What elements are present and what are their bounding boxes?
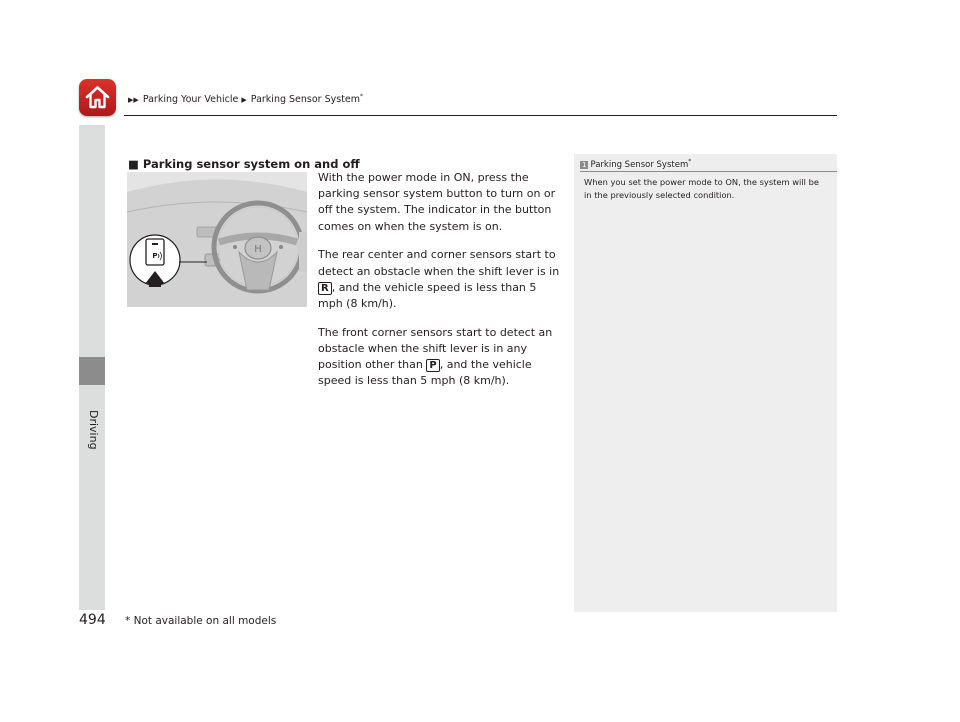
home-icon: [84, 84, 111, 111]
section-title-text: Parking sensor system on and off: [142, 157, 360, 171]
home-button[interactable]: [79, 79, 116, 116]
shift-r-key-icon: R: [318, 282, 332, 295]
breadcrumb-arrow-icon: ▶▶: [128, 96, 139, 105]
svg-text:P: P: [152, 252, 158, 260]
asterisk-mark: *: [360, 93, 364, 100]
svg-text:H: H: [254, 244, 262, 255]
footnote: * Not available on all models: [125, 615, 277, 627]
note-title[interactable]: Parking Sensor System: [590, 159, 689, 170]
side-tab-bar-active: [79, 357, 105, 385]
breadcrumb: [128, 93, 363, 105]
side-tab-bar-top: [79, 125, 105, 357]
breadcrumb-item-parking-sensor-system[interactable]: Parking Sensor System: [250, 94, 361, 106]
paragraph-front-sensors: The front corner sensors start to detect an obstacle when the shift lever is in any position other than P , and the vehicle speed is less than 5 mph (8 km/h).: [318, 325, 553, 388]
paragraph-rear-sensors: The rear center and corner sensors start to detect an obstacle when the shift lever is in R , and the vehicle speed is less than 5 mph (8 km/h).: [318, 248, 560, 311]
breadcrumb-item-parking-your-vehicle[interactable]: Parking Your Vehicle: [142, 94, 239, 106]
dashboard-illustration: [127, 172, 307, 307]
body-text: [318, 170, 563, 402]
asterisk-mark: *: [688, 158, 692, 165]
note-heading: [580, 158, 691, 170]
note-text: When you set the power mode to ON, the system will be in the previously selected condition.: [584, 177, 819, 200]
note-panel: [574, 154, 837, 612]
paragraph-power-mode: With the power mode in ON, press the parking sensor system button to turn on or off the system. The indicator in the button comes on when the system is on.: [318, 171, 556, 233]
section-title: [128, 157, 360, 171]
breadcrumb-arrow-icon: ▶: [241, 96, 247, 105]
note-ref-icon: 1: [582, 160, 587, 169]
note-rule: [580, 171, 837, 172]
section-bullet-icon: ■: [128, 157, 139, 171]
side-tab-label[interactable]: Driving: [87, 410, 100, 450]
shift-p-key-icon: P: [426, 359, 439, 372]
header-rule: [124, 115, 837, 116]
page-number: 494: [79, 612, 106, 628]
